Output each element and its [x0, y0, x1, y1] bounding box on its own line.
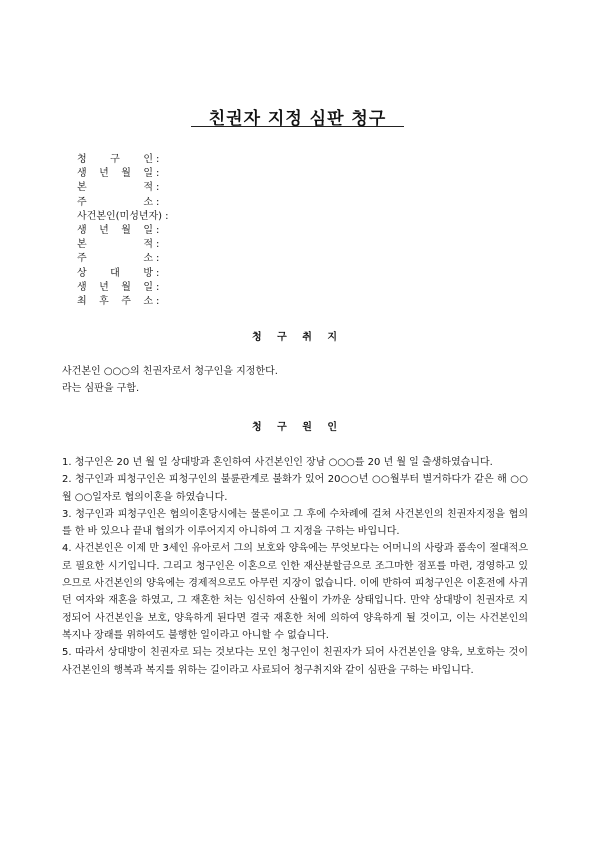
field-minor-address: [77, 252, 168, 266]
title-underline: [191, 126, 404, 127]
field-colon: :: [156, 225, 160, 237]
field-label: 최 후 주 소: [77, 296, 153, 308]
reasons-heading: 청 구 원 인: [251, 422, 344, 433]
party-info-fields: [77, 153, 168, 309]
reason-paragraph: 3. 청구인과 피청구인은 협의이혼당시에는 물론이고 그 후에 수차례에 걸쳐 사건본인의 친권자지정을 협의를 한 바 있으나 끝내 협의가 이루어지지 아니하여 그 지정을 구하는 바입니다.: [62, 508, 528, 538]
field-colon: :: [156, 253, 160, 265]
reasons-body: [62, 454, 528, 679]
field-label: 주 소: [77, 253, 153, 265]
field-label: 생 년 월 일: [77, 168, 153, 180]
field-colon: :: [156, 182, 160, 194]
field-minor-principal: [77, 210, 168, 224]
field-petitioner-birthdate: [77, 167, 168, 181]
field-minor-birthdate: [77, 224, 168, 238]
field-minor-domicile: [77, 238, 168, 252]
purpose-line: 사건본인 ○○○의 친권자로서 청구인을 지정한다.: [62, 366, 278, 377]
field-colon: :: [156, 168, 160, 180]
reason-paragraph: 1. 청구인은 20 년 월 일 상대방과 혼인하여 사건본인인 장남 ○○○를 20 년 월 일 출생하였습니다.: [62, 457, 493, 468]
document-title: 친권자 지정 심판 청구: [208, 109, 387, 129]
field-respondent-birthdate: [77, 281, 168, 295]
field-colon: :: [156, 267, 160, 279]
field-label: 상 대 방: [77, 267, 153, 279]
field-respondent-last-address: [77, 295, 168, 309]
field-respondent: [77, 267, 168, 281]
field-label: 생 년 월 일: [77, 281, 153, 293]
reason-paragraph: 4. 사건본인은 이제 만 3세인 유아로서 그의 보호와 양육에는 무엇보다는 어머니의 사랑과 품속이 절대적으로 필요한 시기입니다. 그리고 청구인은 이혼으로 인한 재산분할금으로 조그마한 점포를 마련, 경영하고 있으므로 사건본인의 양육에는 경제적으로도 아무런 지장이 없습니다. 이에 반하여 피청구인은 이혼전에 사귀던 여자와 재혼을 하였고, 그 재혼한 처는 임신하여 산월이 가까운 상태입니다. 만약 상대방이 친권자로 지정되어 사건본인을 보호, 양육하게 된다면 결국 재혼한 처에 의하여 양육하게 될 것이고, 이는 사건본인의 복지나 장래를 위하여도 불행한 일이라고 아니할 수 없습니다.: [62, 543, 528, 641]
field-colon: :: [156, 281, 160, 293]
field-petitioner: [77, 153, 168, 167]
field-label: 본 적: [77, 182, 153, 194]
purpose-heading: 청 구 취 지: [251, 332, 344, 343]
field-colon: :: [156, 154, 160, 165]
field-colon: :: [156, 296, 160, 308]
field-petitioner-address: [77, 196, 168, 210]
reason-paragraph: 5. 따라서 상대방이 친권자로 되는 것보다는 모인 청구인이 친권자가 되어 사건본인을 양육, 보호하는 것이 사건본인의 행복과 복지를 위하는 길이라고 사료되어 청구취지와 같이 심판을 구하는 바입니다.: [62, 647, 528, 676]
reason-paragraph: 2. 청구인과 피청구인은 피청구인의 불륜관계로 불화가 있어 20○○년 ○○월부터 별거하다가 같은 해 ○○월 ○○일자로 협의이혼을 하였습니다.: [62, 474, 528, 503]
field-colon: :: [156, 239, 160, 251]
field-label: 주 소: [77, 196, 153, 208]
field-colon: :: [156, 196, 160, 208]
field-label: 청 구 인: [77, 154, 153, 165]
field-label: 본 적: [77, 239, 153, 251]
purpose-body: [62, 363, 278, 397]
field-colon: :: [165, 210, 169, 222]
field-label: 생 년 월 일: [77, 225, 153, 237]
purpose-line: 라는 심판을 구함.: [62, 383, 140, 394]
field-petitioner-domicile: [77, 181, 168, 195]
field-label: 사건본인(미성년자): [77, 210, 163, 222]
